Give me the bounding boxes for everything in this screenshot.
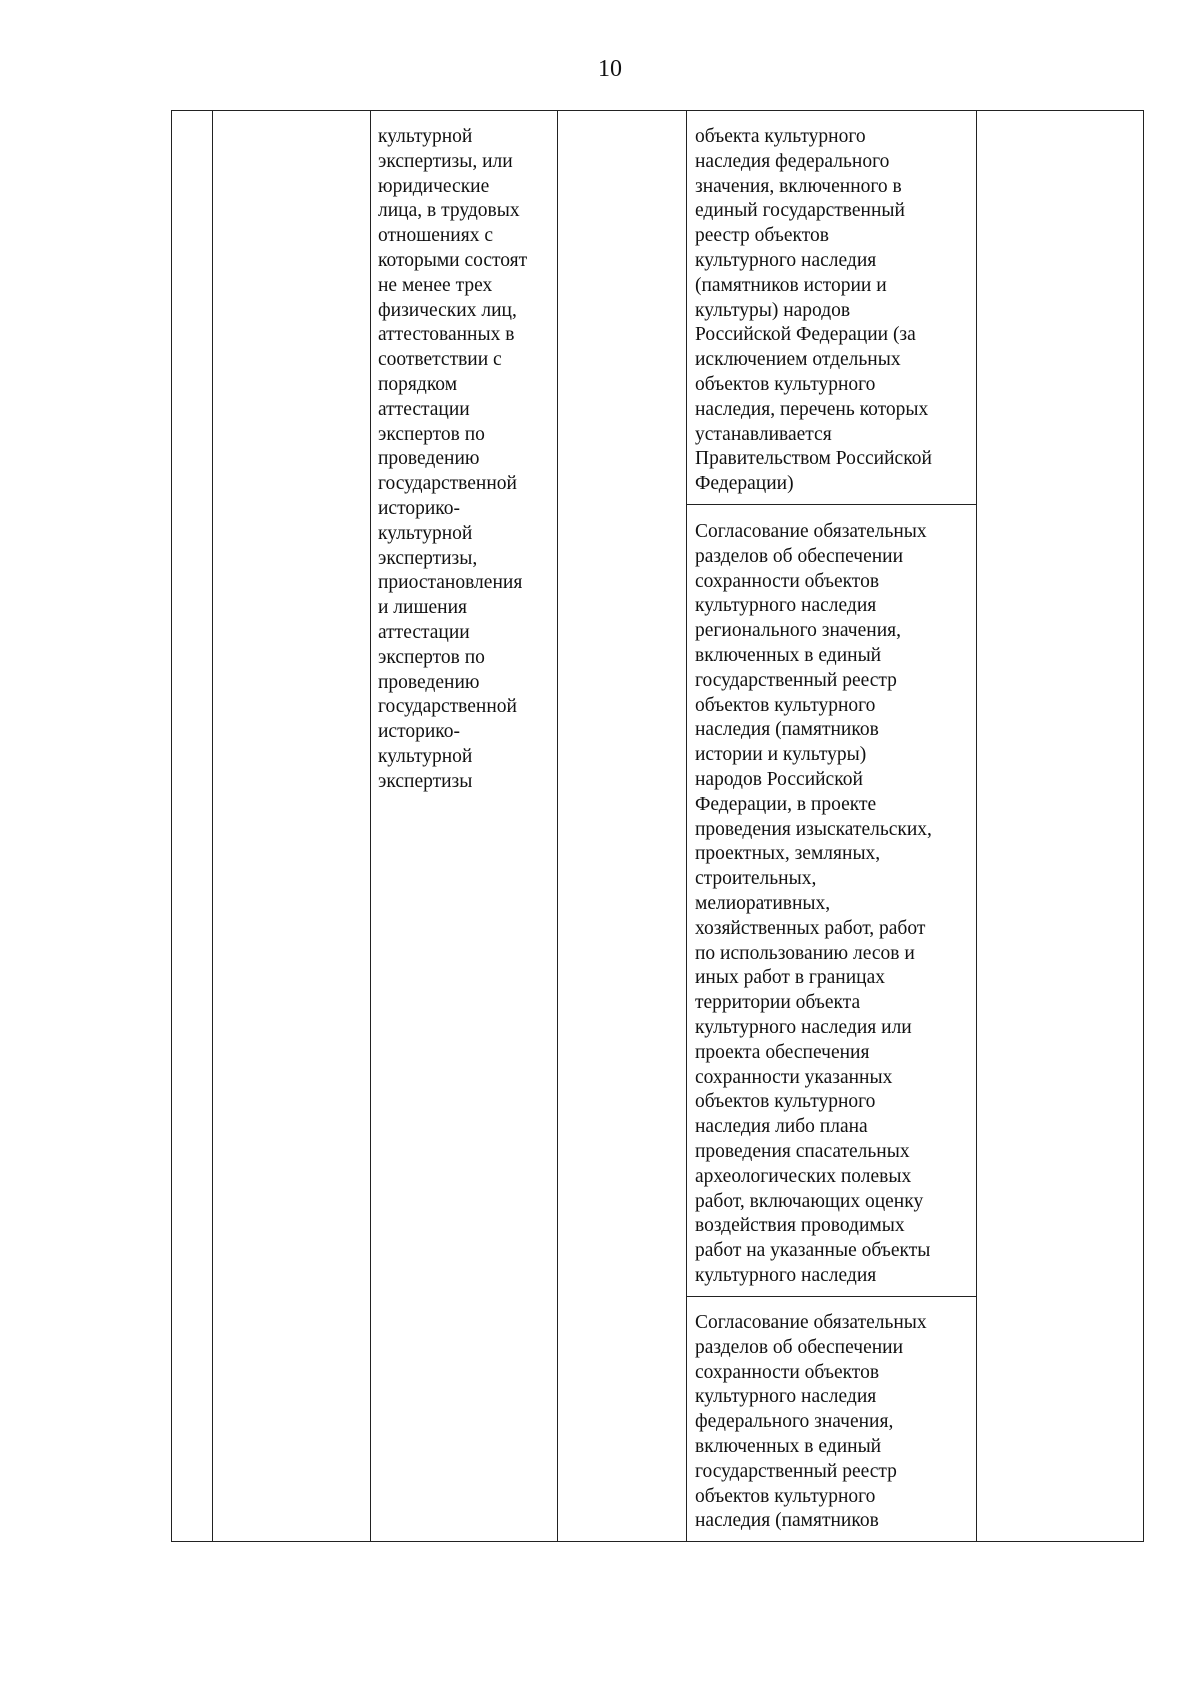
col5-cell-2-text: Согласование обязательных разделов об обеспечении сохранности объектов культурного наследия регионального значения, включенных в единый государственный реестр объектов культурного наследия (памятников истории и культуры) народов Российской Федерации, в проекте проведения изыскательских, проектных, земляных, строительных, мелиоративных, хозяйственных работ, работ по использованию лесов и иных работ в границах территории объекта культурного наследия или проекта обеспечения сохранности указанных объектов культурного наследия либо плана проведения спасательных археологических полевых работ, включающих оценку воздействия проводимых работ на указанные объекты культурного наследия — [695, 521, 932, 1286]
column-divider-1 — [212, 111, 213, 1541]
column-divider-5 — [976, 111, 977, 1541]
column-divider-3 — [557, 111, 558, 1541]
col5-cell-1-text: объекта культурного наследия федерального значения, включенного в единый государственный реестр объектов культурного наследия (памятников истории и культуры) народов Российской Федерации (за исключением отдельных объектов культурного наследия, перечень которых устанавливается Правительством Российской Федерации) — [695, 126, 932, 495]
column-divider-2 — [370, 111, 371, 1541]
col5-cell-3-text: Согласование обязательных разделов об обеспечении сохранности объектов культурного наследия федерального значения, включенных в единый государственный реестр объектов культурного наследия (памятников — [695, 1312, 927, 1532]
page-number: 10 — [598, 56, 622, 82]
row-divider-2 — [686, 1296, 976, 1297]
document-table — [171, 110, 1144, 1542]
column-divider-4 — [686, 111, 687, 1541]
col3-cell-text: культурной экспертизы, или юридические лица, в трудовых отношениях с которыми состоят не менее трех физических лиц, аттестованных в соответствии с порядком аттестации экспертов по проведению государственной историко- культурной экспертизы, приостановления и лишения аттестации экспертов по проведению государственной историко- культурной экспертизы — [378, 126, 528, 792]
row-divider-1 — [686, 504, 976, 505]
